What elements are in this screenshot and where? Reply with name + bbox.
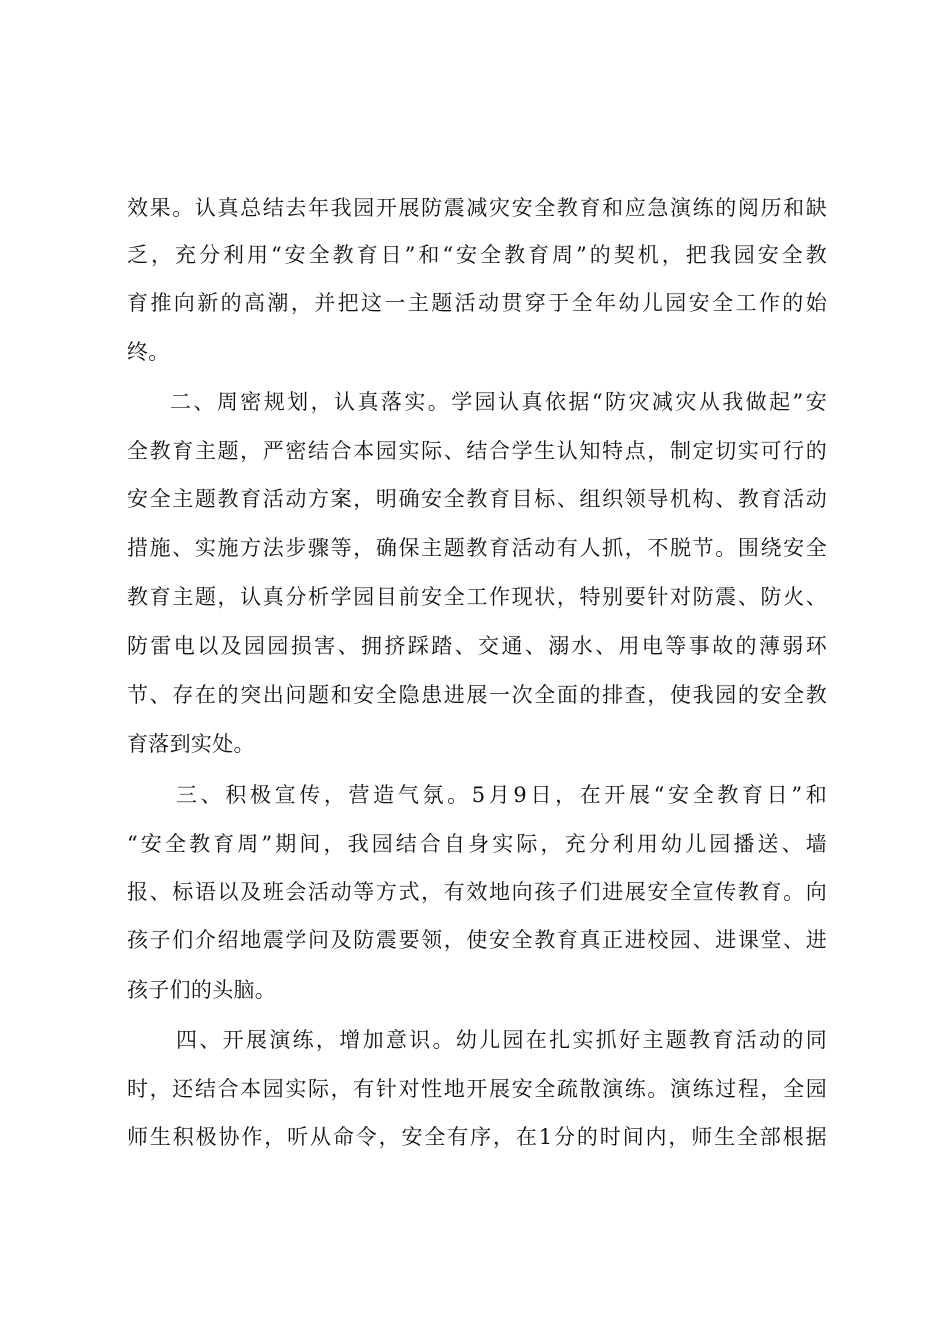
text-line: 师生积极协作，听从命令，安全有序，在1分的时间内，师生全部根据 — [127, 1125, 827, 1149]
text-line: 乏，充分利用“安全教育日”和“安全教育周”的契机，把我园安全教 — [127, 243, 827, 267]
text-line: 终。 — [127, 340, 170, 364]
text-line: 时，还结合本园实际，有针对性地开展安全疏散演练。演练过程，全园 — [127, 1077, 827, 1101]
text-line: 安全主题教育活动方案，明确安全教育目标、组织领导机构、教育活动 — [127, 487, 827, 511]
text-line: 育推向新的高潮，并把这一主题活动贯穿于全年幼儿园安全工作的始 — [127, 291, 827, 315]
paragraph-first-line: 三、积极宣传，营造气氛。5月9日，在开展“安全教育日”和 — [176, 783, 827, 807]
paragraph-first-line: 二、周密规划，认真落实。学园认真依据“防灾减灾从我做起”安 — [170, 390, 827, 414]
text-line: 措施、实施方法步骤等，确保主题教育活动有人抓，不脱节。围绕安全 — [127, 536, 827, 560]
text-line: 教育主题，认真分析学园目前安全工作现状，特别要针对防震、防火、 — [127, 585, 827, 609]
text-line: 报、标语以及班会活动等方式，有效地向孩子们进展安全宣传教育。向 — [127, 880, 827, 904]
text-line: 孩子们的头脑。 — [127, 978, 277, 1002]
text-line: 节、存在的突出问题和安全隐患进展一次全面的排查，使我园的安全教 — [127, 683, 827, 707]
paragraph-first-line: 四、开展演练，增加意识。幼儿园在扎实抓好主题教育活动的同 — [176, 1028, 827, 1052]
text-line: 育落到实处。 — [127, 732, 255, 756]
text-line: “安全教育周”期间，我园结合自身实际，充分利用幼儿园播送、墙 — [127, 832, 827, 856]
text-line: 效果。认真总结去年我园开展防震减灾安全教育和应急演练的阅历和缺 — [127, 196, 827, 220]
text-line: 全教育主题，严密结合本园实际、结合学生认知特点，制定切实可行的 — [127, 439, 827, 463]
text-line: 防雷电以及园园损害、拥挤踩踏、交通、溺水、用电等事故的薄弱环 — [127, 634, 827, 658]
text-line: 孩子们介绍地震学问及防震要领，使安全教育真正进校园、进课堂、进 — [127, 928, 827, 952]
